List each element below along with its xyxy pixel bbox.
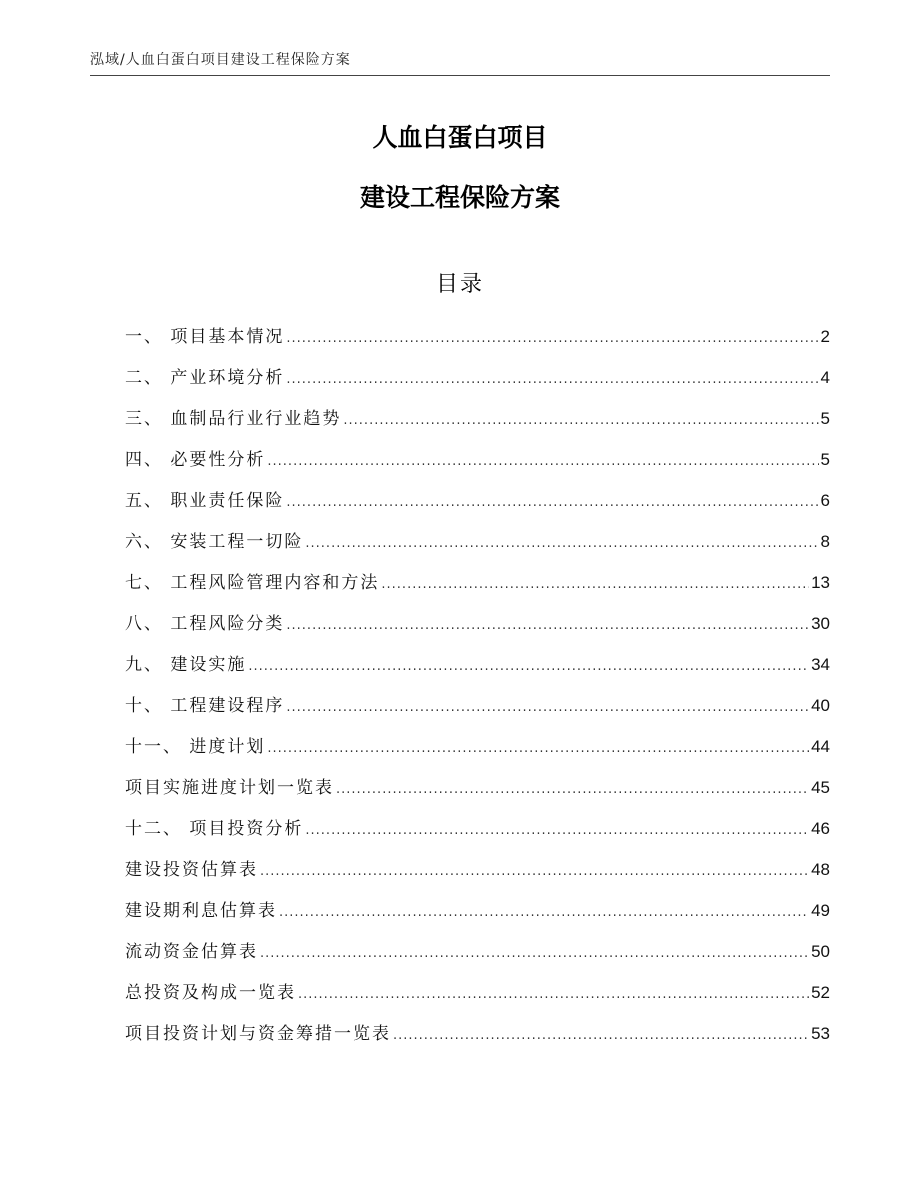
toc-dot-leader	[267, 732, 809, 766]
document-title-line-1: 人血白蛋白项目	[372, 123, 548, 152]
document-title-line-2: 建设工程保险方案	[359, 183, 560, 212]
toc-entry-label: 二、 产业环境分析	[125, 368, 285, 388]
toc-dot-leader	[305, 814, 809, 848]
toc-entry[interactable]	[125, 648, 830, 689]
toc-entry[interactable]	[125, 607, 830, 648]
toc-entry[interactable]	[125, 525, 830, 566]
toc-dot-leader	[298, 978, 809, 1012]
toc-entry-label: 项目实施进度计划一览表	[125, 778, 334, 798]
toc-entry[interactable]	[125, 484, 830, 525]
toc-entry[interactable]	[125, 689, 830, 730]
toc-entry-label: 七、 工程风险管理内容和方法	[125, 573, 380, 593]
toc-entry[interactable]	[125, 1017, 830, 1058]
toc-entry-label: 建设投资估算表	[125, 860, 258, 880]
toc-dot-leader	[286, 322, 818, 356]
toc-dot-leader	[260, 937, 809, 971]
toc-entry[interactable]	[125, 443, 830, 484]
running-header: 泓域/人血白蛋白项目建设工程保险方案	[90, 50, 830, 76]
toc-entry-page: 52	[811, 983, 830, 1002]
toc-entry[interactable]	[125, 894, 830, 935]
toc-entry-page: 6	[820, 491, 830, 510]
toc-entry-label: 流动资金估算表	[125, 942, 258, 962]
toc-dot-leader	[286, 691, 809, 725]
toc-entry-page: 30	[811, 614, 830, 633]
toc-entry[interactable]	[125, 771, 830, 812]
toc-entry-page: 8	[820, 532, 830, 551]
toc-entry-label: 项目投资计划与资金筹措一览表	[125, 1024, 391, 1044]
toc-entry-label: 五、 职业责任保险	[125, 491, 285, 511]
toc-entry-page: 13	[811, 573, 830, 592]
toc-entry-page: 40	[811, 696, 830, 715]
toc-entry-label: 十、 工程建设程序	[125, 696, 285, 716]
toc-entry-label: 十二、 项目投资分析	[125, 819, 304, 839]
toc-entry[interactable]	[125, 361, 830, 402]
toc-dot-leader	[305, 527, 818, 561]
toc-entry-label: 三、 血制品行业行业趋势	[125, 409, 342, 429]
toc-entry-page: 45	[811, 778, 830, 797]
toc-entry-page: 44	[811, 737, 830, 756]
toc-dot-leader	[279, 896, 809, 930]
toc-entry[interactable]	[125, 935, 830, 976]
toc-dot-leader	[336, 773, 809, 807]
toc-entry-page: 46	[811, 819, 830, 838]
toc-entry-page: 48	[811, 860, 830, 879]
toc-entry-label: 十一、 进度计划	[125, 737, 266, 757]
toc-entry[interactable]	[125, 812, 830, 853]
toc-entry-page: 34	[811, 655, 830, 674]
toc-entry-page: 5	[820, 450, 830, 469]
toc-entry-label: 一、 项目基本情况	[125, 327, 285, 347]
toc-dot-leader	[286, 363, 818, 397]
table-of-contents	[125, 320, 830, 1058]
toc-entry-label: 八、 工程风险分类	[125, 614, 285, 634]
toc-entry-page: 4	[820, 368, 830, 387]
toc-entry-label: 九、 建设实施	[125, 655, 247, 675]
toc-entry-page: 5	[820, 409, 830, 428]
toc-dot-leader	[393, 1019, 809, 1053]
toc-dot-leader	[286, 609, 809, 643]
toc-entry[interactable]	[125, 730, 830, 771]
toc-entry[interactable]	[125, 402, 830, 443]
toc-heading: 目录	[435, 272, 484, 297]
toc-entry[interactable]	[125, 853, 830, 894]
toc-dot-leader	[343, 404, 818, 438]
toc-entry-label: 六、 安装工程一切险	[125, 532, 304, 552]
toc-entry-label: 建设期利息估算表	[125, 901, 277, 921]
toc-dot-leader	[381, 568, 809, 602]
toc-entry-page: 53	[811, 1024, 830, 1043]
toc-dot-leader	[267, 445, 818, 479]
toc-entry-page: 49	[811, 901, 830, 920]
toc-entry-page: 50	[811, 942, 830, 961]
toc-entry[interactable]	[125, 976, 830, 1017]
toc-entry[interactable]	[125, 566, 830, 607]
toc-dot-leader	[286, 486, 818, 520]
toc-entry[interactable]	[125, 320, 830, 361]
toc-entry-label: 总投资及构成一览表	[125, 983, 296, 1003]
toc-dot-leader	[248, 650, 809, 684]
toc-dot-leader	[260, 855, 809, 889]
toc-entry-page: 2	[820, 327, 830, 346]
toc-entry-label: 四、 必要性分析	[125, 450, 266, 470]
